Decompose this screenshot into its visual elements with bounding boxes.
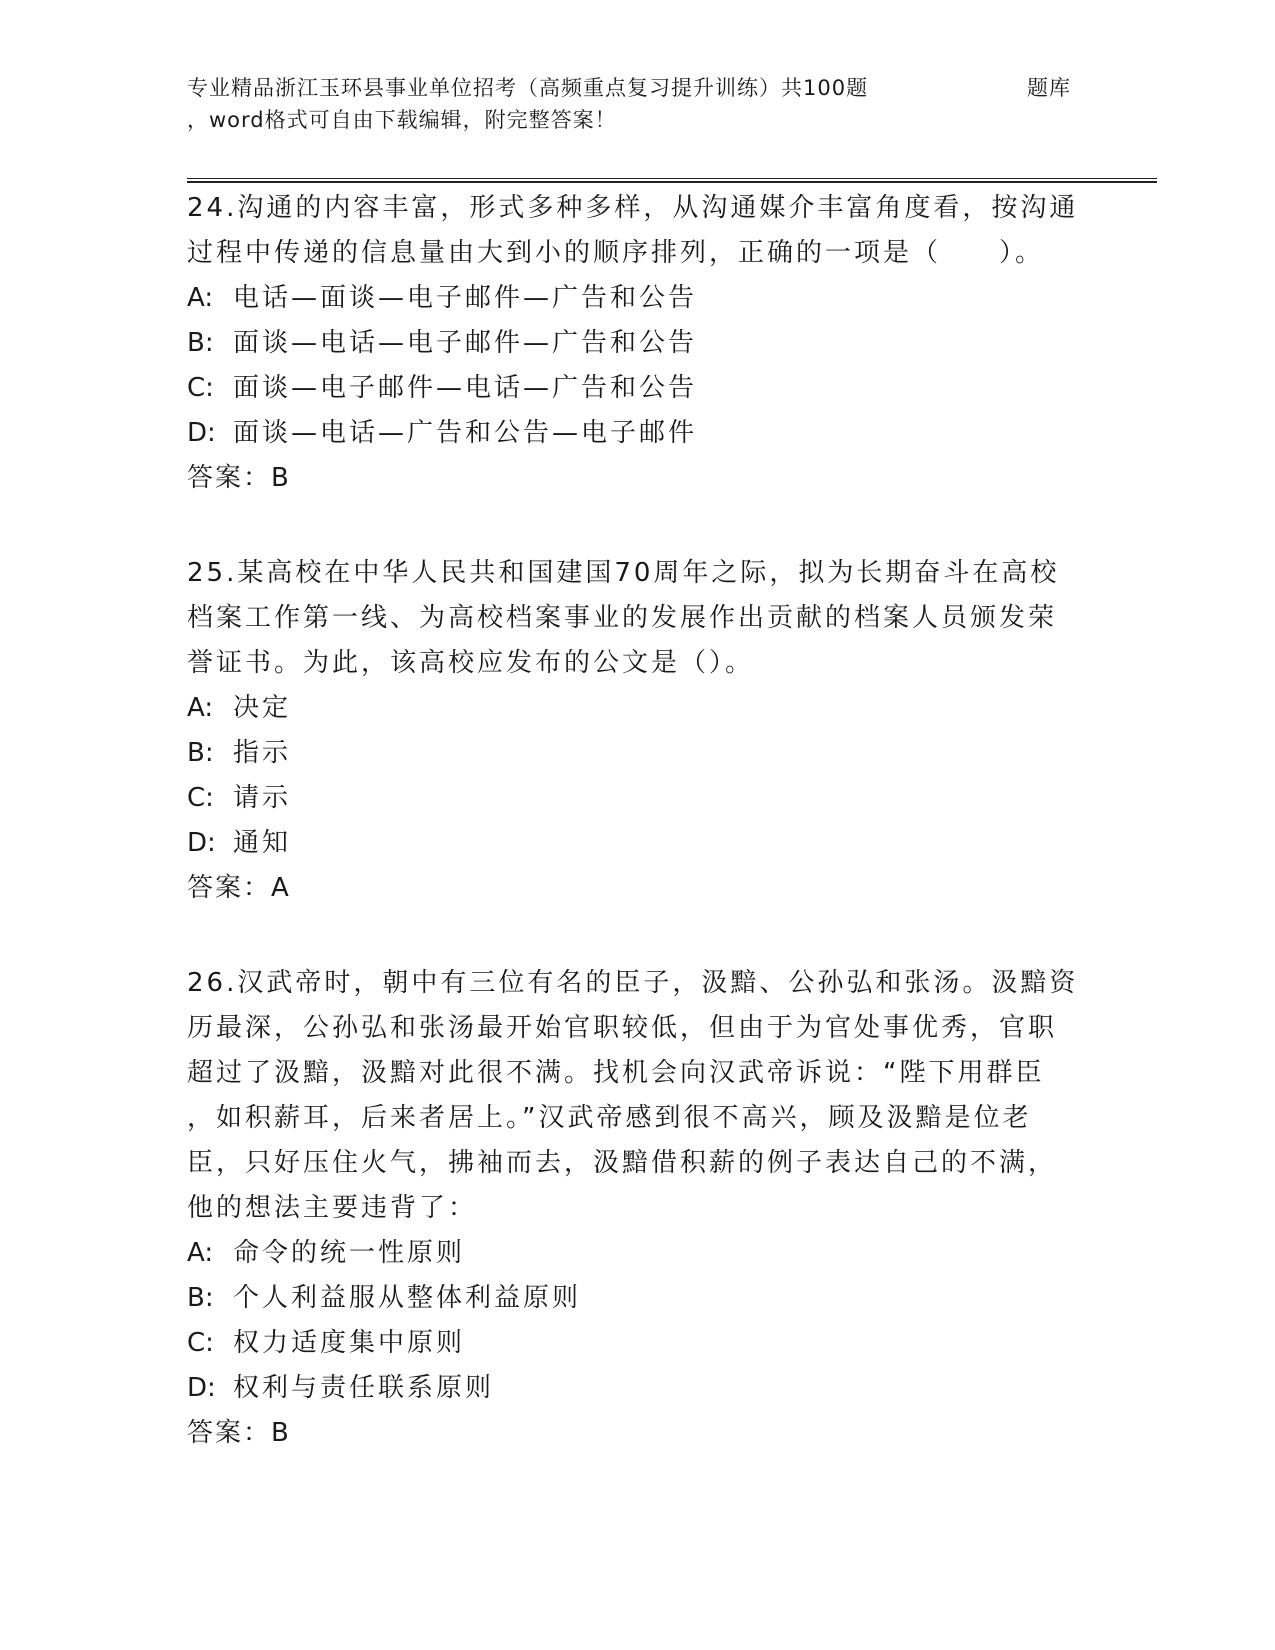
option-a <box>187 1231 1087 1276</box>
question-text-line: 他的想法主要违背了： <box>187 1193 478 1223</box>
option-letter: D: <box>187 418 216 448</box>
question-text-line: 历最深，公孙弘和张汤最开始官职较低，但由于为官处事优秀，官职 <box>187 1013 1058 1043</box>
option-letter: C: <box>187 373 214 403</box>
option-letter: B: <box>187 1283 214 1313</box>
option-b <box>187 321 1087 366</box>
option-a <box>187 276 1087 321</box>
document-header <box>187 72 1087 136</box>
header-category: 题库 <box>1027 76 1071 100</box>
question-26 <box>187 961 1087 1456</box>
option-text: 面谈—电话—广告和公告—电子邮件 <box>233 418 698 448</box>
answer-line: 答案：A <box>187 873 291 903</box>
option-a <box>187 686 1087 731</box>
option-letter: B: <box>187 328 214 358</box>
option-letter: C: <box>187 1328 214 1358</box>
header-divider <box>187 178 1157 183</box>
option-c <box>187 1321 1087 1366</box>
option-text: 命令的统一性原则 <box>233 1238 466 1268</box>
header-title: 专业精品浙江玉环县事业单位招考（高频重点复习提升训练）共100题 <box>187 76 869 100</box>
option-text: 面谈—电话—电子邮件—广告和公告 <box>233 328 698 358</box>
option-letter: D: <box>187 1373 216 1403</box>
question-text-line: 档案工作第一线、为高校档案事业的发展作出贡献的档案人员颁发荣 <box>187 603 1058 633</box>
option-letter: A: <box>187 693 214 723</box>
option-text: 个人利益服从整体利益原则 <box>233 1283 582 1313</box>
option-text: 决定 <box>233 693 292 723</box>
header-line-2: ，word格式可自由下载编辑，附完整答案！ <box>187 108 617 132</box>
option-letter: C: <box>187 783 214 813</box>
option-text: 权利与责任联系原则 <box>233 1373 495 1403</box>
question-24 <box>187 186 1087 501</box>
question-text-line: 24.沟通的内容丰富，形式多种多样，从沟通媒介丰富角度看，按沟通 <box>187 193 1079 223</box>
option-b <box>187 1276 1087 1321</box>
option-d <box>187 1366 1087 1411</box>
question-text-line: 超过了汲黯，汲黯对此很不满。找机会向汉武帝诉说：“陛下用群臣 <box>187 1058 1045 1088</box>
option-letter: D: <box>187 828 216 858</box>
question-text-line: 誉证书。为此，该高校应发布的公文是（）。 <box>187 648 755 678</box>
option-c <box>187 776 1087 821</box>
header-line-1 <box>187 72 1087 104</box>
option-letter: A: <box>187 1238 214 1268</box>
option-d <box>187 411 1087 456</box>
question-text-line: ，如积薪耳，后来者居上。”汉武帝感到很不高兴，顾及汲黯是位老 <box>187 1103 1032 1133</box>
question-text-line: 25.某高校在中华人民共和国建国70周年之际，拟为长期奋斗在高校 <box>187 558 1060 588</box>
option-text: 权力适度集中原则 <box>233 1328 466 1358</box>
question-text-line: 26.汉武帝时，朝中有三位有名的臣子，汲黯、公孙弘和张汤。汲黯资 <box>187 968 1079 998</box>
option-text: 请示 <box>233 783 292 813</box>
option-text: 面谈—电子邮件—电话—广告和公告 <box>233 373 698 403</box>
option-text: 通知 <box>233 828 292 858</box>
question-25 <box>187 551 1087 911</box>
option-letter: B: <box>187 738 214 768</box>
question-list <box>187 186 1087 1506</box>
option-d <box>187 821 1087 866</box>
answer-line: 答案：B <box>187 1418 291 1448</box>
option-b <box>187 731 1087 776</box>
option-text: 指示 <box>233 738 292 768</box>
question-text-line: 过程中传递的信息量由大到小的顺序排列，正确的一项是（ ）。 <box>187 238 1045 268</box>
answer-line: 答案：B <box>187 463 291 493</box>
option-letter: A: <box>187 283 214 313</box>
question-text-line: 臣，只好压住火气，拂袖而去，汲黯借积薪的例子表达自己的不满， <box>187 1148 1058 1178</box>
option-c <box>187 366 1087 411</box>
option-text: 电话—面谈—电子邮件—广告和公告 <box>233 283 698 313</box>
